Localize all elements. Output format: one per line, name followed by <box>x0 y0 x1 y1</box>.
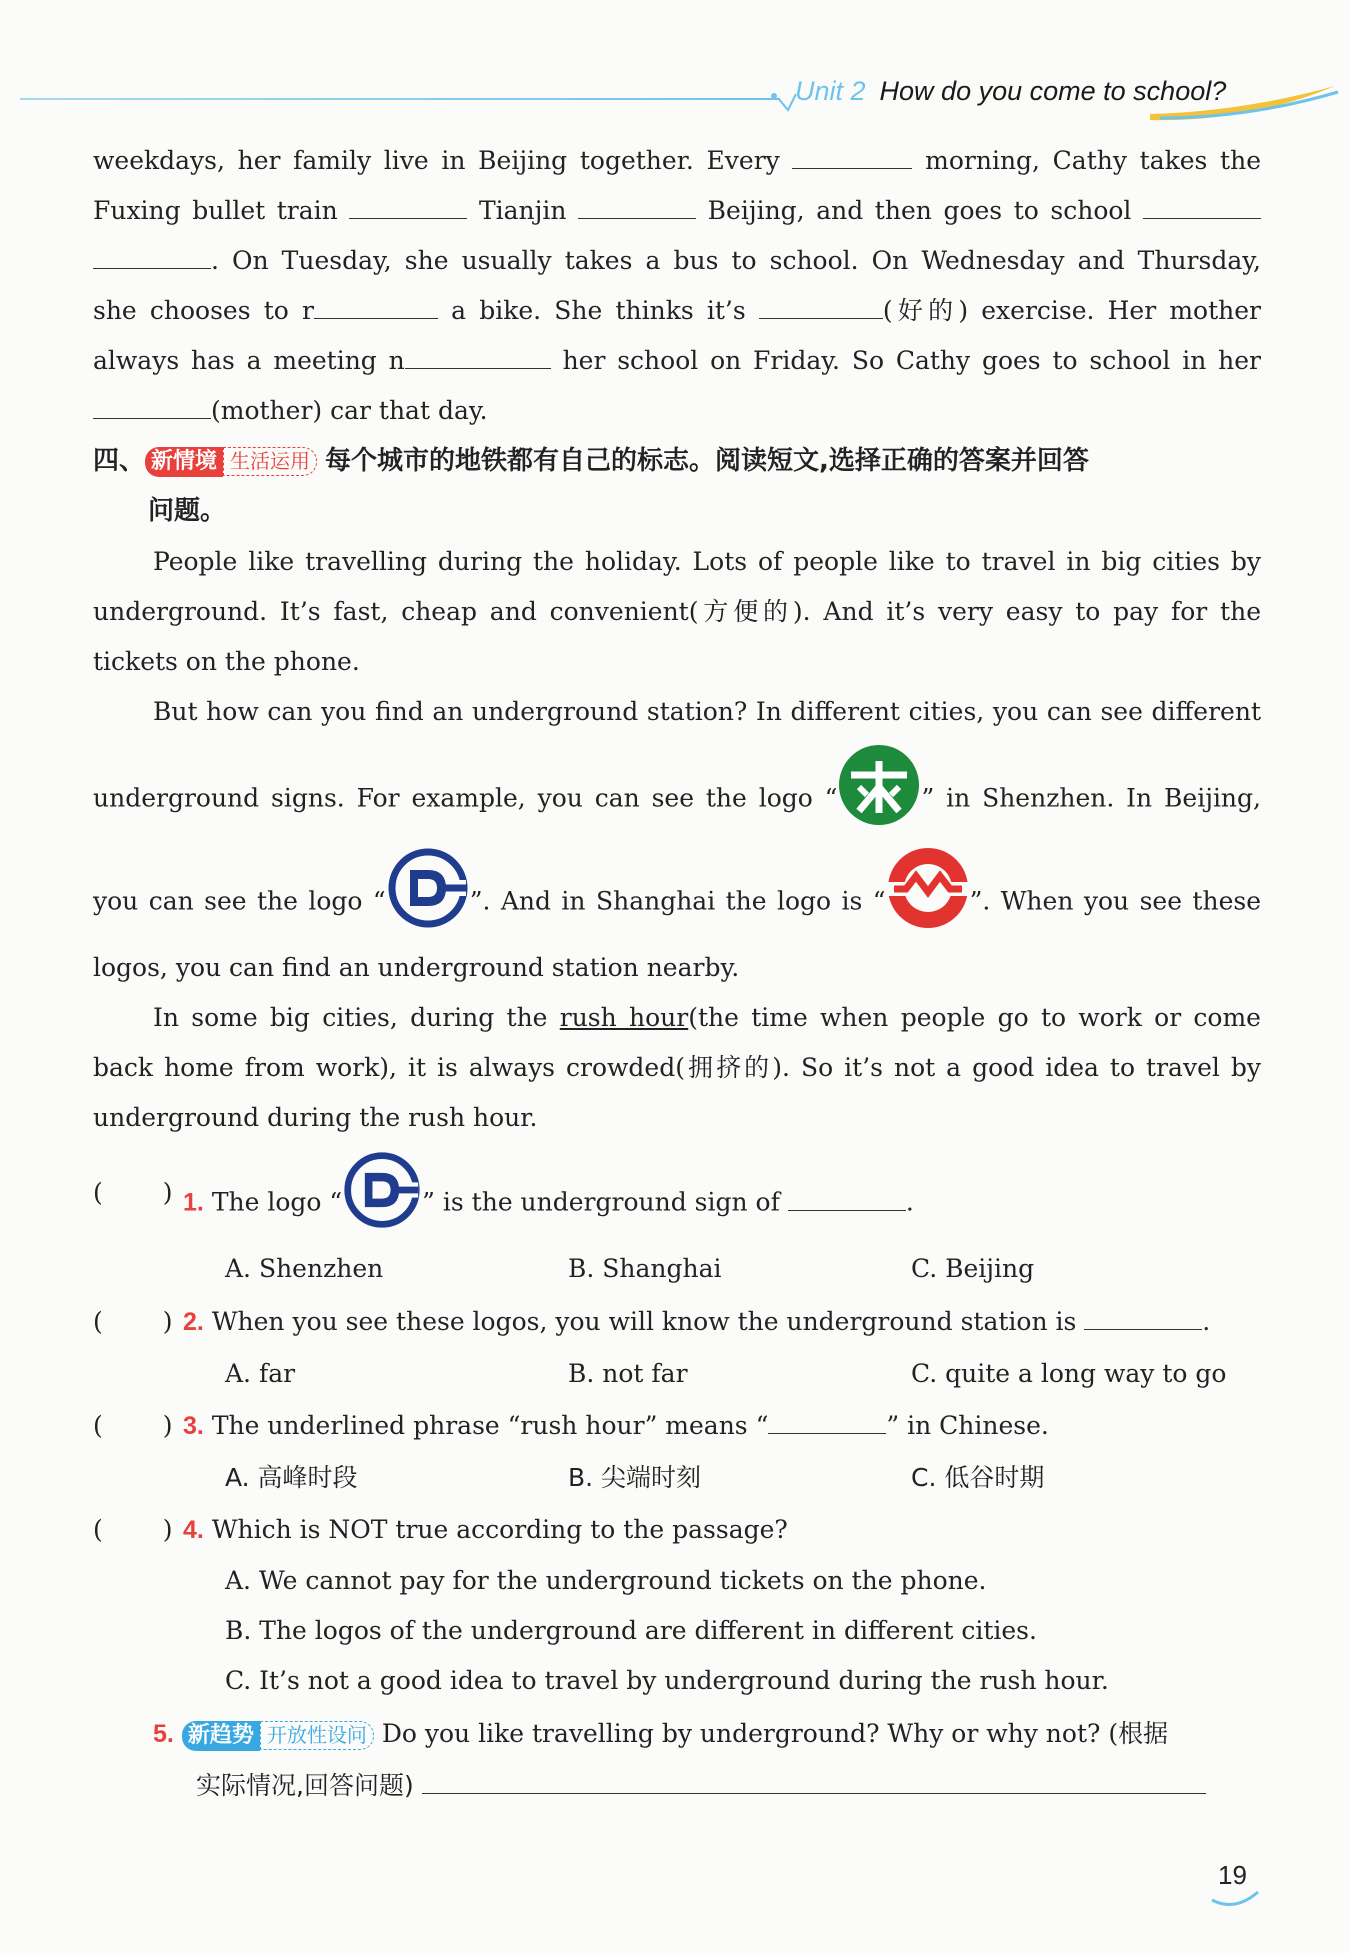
question-number: 1. <box>183 1188 204 1217</box>
passage-text: (the time when people go to work or come <box>688 1003 1261 1032</box>
paren-open: ( <box>93 1515 103 1544</box>
page-number-swoosh-icon <box>1210 1890 1260 1910</box>
question-end: . <box>905 1187 914 1217</box>
paren-close: ) <box>162 1307 173 1336</box>
answer-blank[interactable] <box>792 146 912 169</box>
cloze-text: morning, Cathy takes the <box>925 146 1261 175</box>
cloze-text: weekdays, her family live in Beijing together. Every <box>93 146 780 175</box>
answer-blank[interactable] <box>788 1188 906 1211</box>
passage-line <box>93 597 1261 627</box>
section-heading <box>93 444 1089 478</box>
question-number: 2. <box>183 1308 204 1336</box>
passage-text: ” in Shenzhen. In Beijing, <box>921 783 1261 813</box>
section-number: 四、 <box>93 446 146 476</box>
question-3 <box>183 1411 1049 1441</box>
passage-text: ”. When you see these <box>969 886 1261 916</box>
passage-line <box>153 1003 1261 1033</box>
cloze-line-4 <box>93 296 1261 326</box>
answer-blank[interactable] <box>1143 196 1261 219</box>
answer-blank[interactable] <box>1084 1307 1202 1330</box>
option-b[interactable]: B. The logos of the underground are different in different cities. <box>225 1616 1037 1645</box>
answer-paren[interactable] <box>93 1411 173 1440</box>
passage-text: ”. And in Shanghai the logo is “ <box>469 886 886 916</box>
cloze-text: . On Tuesday, she usually takes a bus to school. On Wednesday and Thursday, <box>211 246 1261 275</box>
question-text: Do you like travelling by underground? Why or why not? (根据 <box>381 1719 1169 1748</box>
answer-paren[interactable] <box>93 1178 173 1207</box>
passage-text: People like travelling during the holiday. Lots of people like to travel in big cities by <box>153 547 1261 576</box>
option-a[interactable]: A. Shenzhen <box>225 1254 384 1283</box>
header-lesson-title: How do you come to school? <box>879 76 1227 106</box>
answer-blank[interactable] <box>314 296 438 319</box>
question-text: 实际情况,回答问题) <box>196 1771 414 1800</box>
beijing-subway-logo-icon <box>386 846 470 930</box>
answer-blank[interactable] <box>578 196 696 219</box>
new-context-badge: 新情境 <box>145 447 223 477</box>
paren-open: ( <box>93 1178 103 1207</box>
passage-line <box>153 547 1261 577</box>
section-instruction-cont <box>148 494 226 528</box>
section-instruction: 每个城市的地铁都有自己的标志。阅读短文,选择正确的答案并回答 <box>325 446 1089 476</box>
passage-text: In some big cities, during the <box>153 1003 548 1032</box>
question-number: 4. <box>183 1516 204 1544</box>
life-use-badge: 生活运用 <box>223 447 317 476</box>
beijing-subway-logo-icon <box>342 1150 422 1230</box>
cloze-text: always has a meeting n <box>93 346 405 375</box>
passage-text: underground signs. For example, you can see the logo “ <box>93 783 838 813</box>
question-4 <box>183 1515 788 1545</box>
cloze-text: (mother) car that day. <box>211 396 488 425</box>
option-a[interactable]: A. 高峰时段 <box>225 1463 358 1492</box>
answer-blank[interactable] <box>349 196 467 219</box>
passage-line <box>93 647 1261 677</box>
cloze-line-5 <box>93 346 1261 376</box>
section-instruction-text: 问题。 <box>148 496 227 526</box>
question-text: When you see these logos, you will know the underground station is <box>211 1307 1077 1336</box>
answer-paren[interactable] <box>93 1515 173 1544</box>
answer-blank[interactable] <box>768 1411 886 1434</box>
question-number: 5. <box>153 1720 174 1748</box>
answer-blank[interactable] <box>759 296 883 319</box>
option-b[interactable]: B. 尖端时刻 <box>568 1463 702 1492</box>
option-c[interactable]: C. 低谷时期 <box>911 1463 1045 1492</box>
question-5 <box>153 1719 1168 1751</box>
option-a[interactable]: A. far <box>225 1359 296 1388</box>
new-trend-badge: 新趋势 <box>182 1721 260 1751</box>
header-unit: Unit 2 <box>795 76 866 106</box>
question-text: ” in Chinese. <box>886 1411 1049 1440</box>
passage-line <box>153 697 1261 727</box>
option-c[interactable]: C. Beijing <box>911 1254 1035 1283</box>
paren-open: ( <box>93 1411 103 1440</box>
cloze-text: a bike. She thinks it’s <box>451 296 746 325</box>
answer-blank[interactable] <box>93 396 211 419</box>
header-title <box>795 76 1226 107</box>
cloze-line-3 <box>93 246 1261 276</box>
answer-line[interactable] <box>422 1771 1206 1794</box>
passage-line <box>93 1053 1261 1083</box>
passage-line <box>93 953 1261 983</box>
cloze-text: her school on Friday. So Cathy goes to school in her <box>562 346 1261 375</box>
question-5-cont <box>196 1771 1206 1801</box>
page-number: 19 <box>1218 1860 1247 1890</box>
cloze-line-6 <box>93 396 1261 426</box>
passage-line-beijing-shanghai-logos <box>93 876 1261 930</box>
passage-text: underground during the rush hour. <box>93 1103 538 1132</box>
question-end: . <box>1202 1307 1211 1336</box>
question-text: ” is the underground sign of <box>422 1187 780 1217</box>
cloze-text: she chooses to r <box>93 296 314 325</box>
passage-text: But how can you find an underground station? In different cities, you can see different <box>153 697 1261 726</box>
question-text: The underlined phrase “rush hour” means “ <box>211 1411 769 1440</box>
option-a[interactable]: A. We cannot pay for the underground tickets on the phone. <box>225 1566 987 1595</box>
paren-close: ) <box>162 1178 173 1207</box>
passage-text: underground. It’s fast, cheap and convenient(方便的). And it’s very easy to pay for the <box>93 597 1261 626</box>
shenzhen-metro-logo-icon <box>837 743 921 827</box>
paren-open: ( <box>93 1307 103 1336</box>
shanghai-metro-logo-icon <box>886 846 970 930</box>
option-b[interactable]: B. not far <box>568 1359 688 1388</box>
option-b[interactable]: B. Shanghai <box>568 1254 722 1283</box>
passage-line-shenzhen-logo <box>93 773 1261 827</box>
cloze-text: (好的) exercise. Her mother <box>882 296 1262 325</box>
open-question-badge: 开放性设问 <box>260 1721 374 1750</box>
question-text: Which is NOT true according to the passage? <box>211 1515 788 1544</box>
answer-paren[interactable] <box>93 1307 173 1336</box>
answer-blank[interactable] <box>405 346 551 369</box>
cloze-text: Beijing, and then goes to school <box>707 196 1132 225</box>
answer-blank[interactable] <box>93 246 211 269</box>
question-2 <box>183 1307 1210 1337</box>
passage-line <box>93 1103 1261 1133</box>
question-1 <box>183 1178 914 1230</box>
cloze-line-2 <box>93 196 1261 226</box>
header-rule <box>20 98 780 100</box>
passage-text: logos, you can find an underground station nearby. <box>93 953 740 982</box>
passage-text: you can see the logo “ <box>93 886 386 916</box>
paren-close: ) <box>162 1515 173 1544</box>
option-c[interactable]: C. It’s not a good idea to travel by underground during the rush hour. <box>225 1666 1109 1695</box>
passage-text: back home from work), it is always crowded(拥挤的). So it’s not a good idea to travel by <box>93 1053 1261 1082</box>
question-number: 3. <box>183 1412 204 1440</box>
paren-close: ) <box>162 1411 173 1440</box>
question-text: The logo “ <box>211 1187 343 1217</box>
cloze-text: Fuxing bullet train <box>93 196 338 225</box>
passage-text: tickets on the phone. <box>93 647 360 676</box>
cloze-line-1 <box>93 146 1261 176</box>
cloze-text: Tianjin <box>478 196 567 225</box>
option-c[interactable]: C. quite a long way to go <box>911 1359 1227 1388</box>
underlined-phrase: rush hour <box>559 1003 689 1032</box>
